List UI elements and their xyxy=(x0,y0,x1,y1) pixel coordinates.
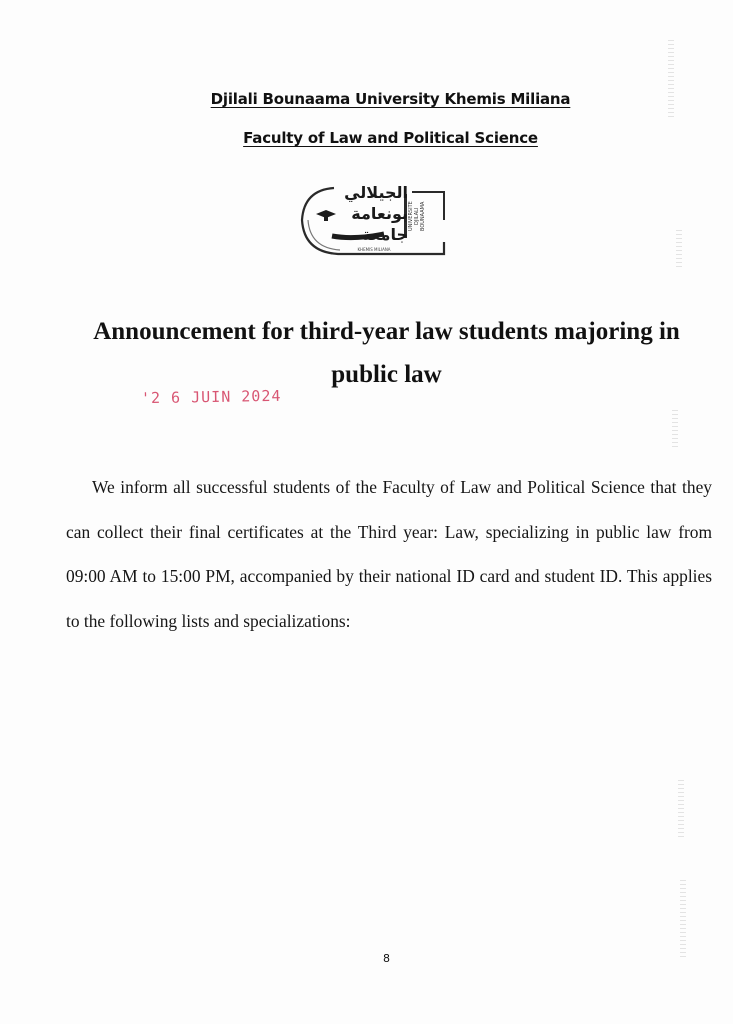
logo-latin-text: UNIVERSITE DJILALI BOUNAAMA xyxy=(408,201,426,231)
logo-arabic-text xyxy=(316,182,408,245)
date-stamp: '2 6 JUIN 2024 xyxy=(140,386,282,408)
scan-artifact xyxy=(672,410,678,450)
faculty-name: Faculty of Law and Political Science xyxy=(243,129,538,147)
logo-arabic-line1: الجيلالي xyxy=(344,183,408,202)
logo-arabic-line3: جامعة xyxy=(361,225,408,244)
university-name: Djilali Bounaama University Khemis Miliana xyxy=(210,90,571,108)
scan-artifact xyxy=(678,780,684,840)
scan-artifact xyxy=(680,880,686,960)
university-logo xyxy=(294,180,454,260)
logo-footer-text: KHEMIS MILIANA xyxy=(357,247,391,252)
announcement-title: Announcement for third-year law students majoring in public law xyxy=(93,318,680,388)
scan-artifact xyxy=(676,230,682,270)
page-number: 8 xyxy=(383,952,390,965)
announcement-body: We inform all successful students of the Faculty of Law and Political Science that they can collect their final certificates at the Third year: Law, specializing in public law from 09:00 AM to 15:00 PM, accompanied by their national ID card and student ID. This applies to the following lists and specializations: xyxy=(66,477,712,631)
logo-arabic-line2: بونعامة xyxy=(351,204,408,223)
scan-artifact xyxy=(668,40,674,120)
